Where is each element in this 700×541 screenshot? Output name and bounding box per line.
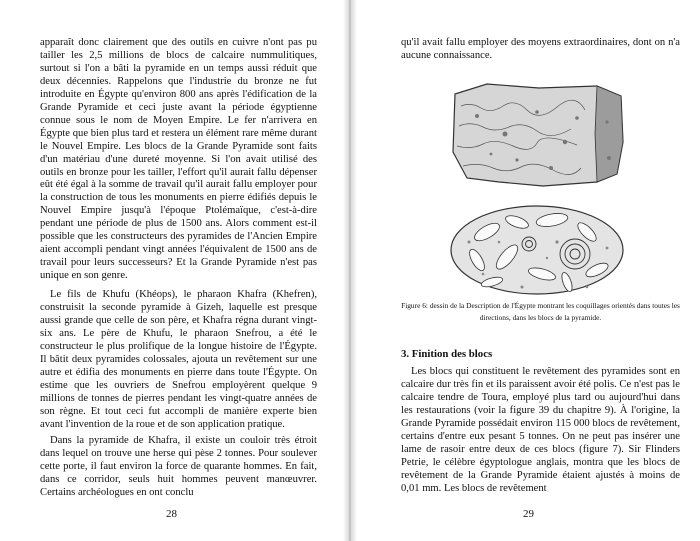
left-paragraph-1: apparaît donc clairement que des outils en cuivre n'ont pas pu tailler les 2,5 millions de blocs de calcaire nummulitiques, surtout si l'on a bâti la pyramide en un temps aussi réduit que deux décennies. Rappelons que l'industrie du bronze ne fut introduite en Égypte qu'environ 800 ans après l'édification de la Grande Pyramide et ceci juste avant la période égyptienne connue sous le nom de Moyen Empire. Le fer n'arrivera en Égypte que bien plus tard et restera un élément rare même durant le Nouvel Empire. Les blocs de la Grande Pyramide sont faits d'un matériau d'une dureté moyenne. Si l'on avait utilisé des outils en bronze pour les tailler, l'effort qu'il aurait fallu dépenser eût été égal à la somme de travail qu'il aurait fallu employer pour la construction de tous les monuments en pierre édifiés depuis le Nouvel Empire jusqu'à l'époque Ptolémaïque, c'est-à-dire pendant une période de plus de 1500 ans. Alors comment est-il possible que les constructeurs des pyramides de l'Ancien Empire aient accompli pendant vingt années l'équivalent de 1500 ans de travail pour leurs successeurs? Et la Grande Pyramide n'est pas unique en son genre.	[40, 37, 317, 282]
left-paragraph-2-block	[40, 289, 317, 431]
book-gutter	[343, 0, 357, 541]
left-paragraph-2: Le fils de Khufu (Khéops), le pharaon Khafra (Khefren), construisit la seconde pyramide à Gizeh, laquelle est presque aussi grande que celle de son père, et Khafra régna durant vingt-six ans. Le père de Khufu, le pharaon Snefrou, a été le constructeur le plus prolifique de la longue histoire de l'Égypte. Il bâtit deux pyramides colossales, ajouta un revêtement sur une autre et édifia des monuments en pierre dans toute l'Égypte. On estime que les ouvriers de Snefrou employèrent quelque 9 millions de tonnes de pierres pendant les vingt-quatre années de son règne. Et tout ceci fut accompli de manière experte bien avant l'invention de la roue et de son application pratique.	[40, 289, 317, 430]
upper-limestone-block	[453, 84, 623, 186]
right-top-paragraph: qu'il avait fallu employer des moyens extraordinaires, dont on n'a aucune connaissance.	[401, 37, 680, 61]
right-page-number: 29	[523, 508, 534, 520]
left-paragraph-3-block	[40, 435, 317, 500]
right-paragraph-1: Les blocs qui constituent le revêtement des pyramides sont en calcaire dur très fin et ils paraissent avoir été polis. Ce n'est pas le calcaire tendre de Toura, employé plus tard ou aujourd'hui dans les restaurations (voir la figure 39 du chapitre 9). À l'origine, la Grande Pyramide possédait environ 115 000 blocs de revêtement, certains d'entre eux pesant 5 tonnes. On ne peut pas insérer une lame de rasoir entre deux de ces blocs (figure 7). Sir Flinders Petrie, le célèbre égyptologue anglais, montra que les blocs de revêtement de la Grande Pyramide étaient ajustés à moins de 0,01 mm. Les blocs de revêtement	[401, 366, 680, 494]
figure-caption: Figure 6: dessin de la Description de l'Égypte montrant les coquillages orientés dans toutes les directions, dans les blocs de la pyramide.	[401, 301, 680, 322]
left-paragraph-1-block	[40, 37, 317, 283]
left-paragraph-3: Dans la pyramide de Khafra, il existe un couloir très étroit dans lequel on trouve une herse qui pèse 2 tonnes. Pour soulever cette porte, il faut environ la force de quarante hommes. En fait, dans ce corridor, seuls huit hommes peuvent manœuvrer. Certains archéologues en ont conclu	[40, 435, 317, 498]
lower-shell-block	[451, 206, 623, 294]
left-page	[0, 0, 343, 541]
right-top-block	[401, 37, 680, 63]
right-page	[357, 0, 700, 541]
left-page-number: 28	[166, 508, 177, 520]
right-paragraph-1-block	[401, 366, 680, 496]
section-heading: 3. Finition des blocs	[401, 348, 493, 360]
shell-limestone-figure	[447, 82, 627, 297]
